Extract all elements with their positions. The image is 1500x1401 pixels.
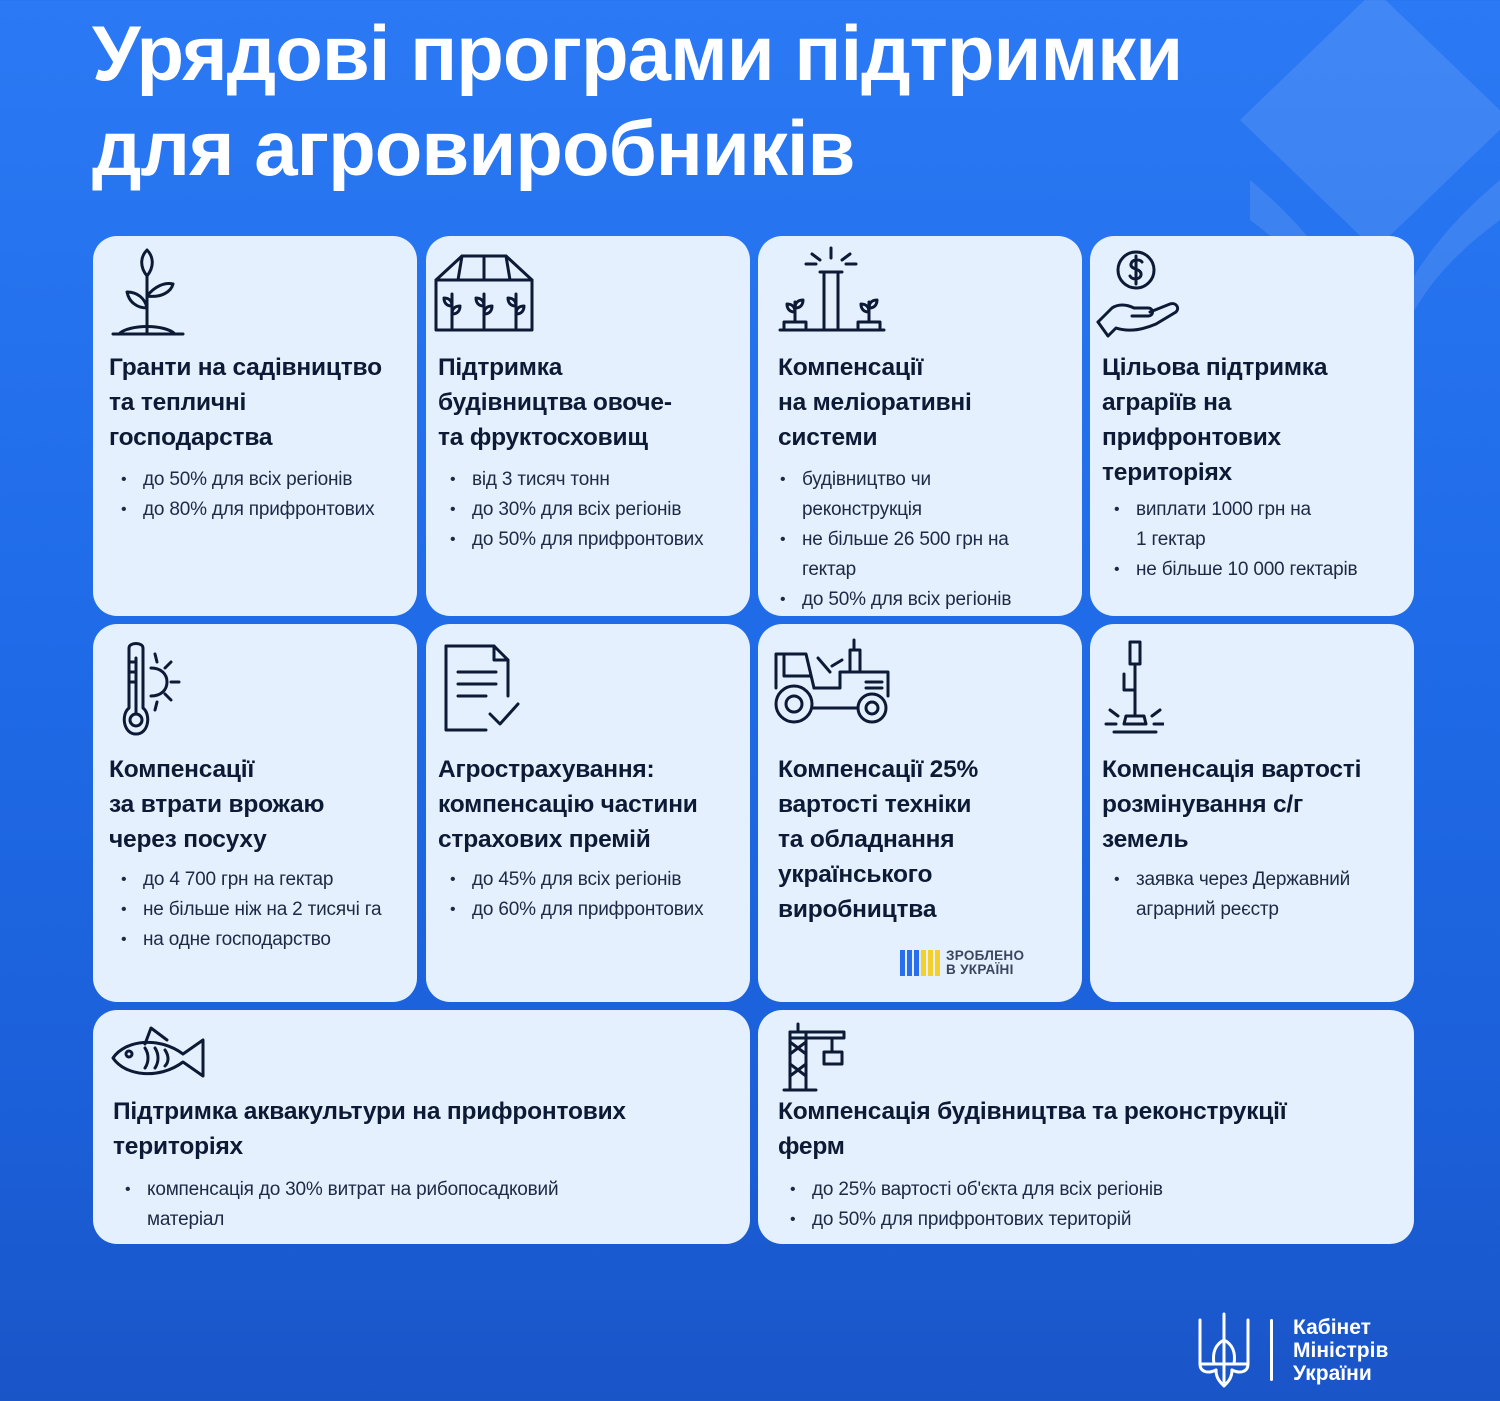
list-item: • заявка через Державний аграрний реєстр [1114, 865, 1384, 925]
list-item: • компенсація до 30% витрат на рибопосадковий матеріал [125, 1175, 625, 1235]
hand-money-icon [1094, 246, 1184, 338]
list-item: • до 50% для прифронтових [450, 525, 744, 555]
document-check-icon [442, 642, 522, 734]
fish-icon [109, 1024, 209, 1084]
construction-crane-icon [776, 1020, 848, 1092]
irrigation-icon [776, 246, 888, 334]
list-item: • не більше ніж на 2 тисячі га [121, 895, 411, 925]
card-list [450, 865, 744, 925]
card-title: Підтримка будівництва овоче- та фруктосховищ [438, 354, 672, 451]
card-title: Компенсації на меліоративні системи [778, 354, 972, 451]
card-ukrainian-machinery [758, 624, 1082, 1002]
card-list [790, 1175, 1408, 1235]
list-item: • до 25% вартості об'єкта для всіх регіонів [790, 1175, 1408, 1205]
list-item: • від 3 тисяч тонн [450, 465, 744, 495]
cabinet-of-ministers-logo [1196, 1310, 1388, 1390]
card-title: Гранти на садівництво та тепличні господарства [109, 354, 382, 451]
card-title: Компенсація будівництва та реконструкції ферм [778, 1098, 1287, 1160]
card-title: Цільова підтримка аграріїв на прифронтових територіях [1102, 354, 1328, 486]
page-title [92, 6, 1182, 196]
trident-icon [1196, 1310, 1252, 1390]
page-title-line-1: Урядові програми підтримки [92, 9, 1183, 97]
card-title: Агрострахування: компенсацію частини страхових премій [438, 756, 698, 853]
card-title: Компенсації за втрати врожаю через посуху [109, 756, 325, 853]
card-demining-compensation [1090, 624, 1414, 1002]
made-in-ukraine-line-1: ЗРОБЛЕНО [946, 948, 1025, 963]
thermometer-sun-icon [117, 638, 189, 738]
made-in-ukraine-line-2: В УКРАЇНІ [946, 962, 1014, 977]
list-item: • до 50% для всіх регіонів [780, 585, 1042, 615]
list-item: • будівництво чи реконструкція [780, 465, 1042, 525]
card-drought-compensation [93, 624, 417, 1002]
page-title-line-2: для агровиробників [92, 104, 855, 192]
made-in-ukraine-badge [900, 949, 1024, 977]
card-storage-construction [426, 236, 750, 616]
card-farm-construction [758, 1010, 1414, 1244]
made-in-ukraine-flag-bars [900, 950, 940, 976]
list-item: • до 45% для всіх регіонів [450, 865, 744, 895]
card-melioration-compensation [758, 236, 1082, 616]
plant-sprout-icon [109, 246, 189, 336]
card-agroinsurance [426, 624, 750, 1002]
tractor-icon [770, 636, 894, 728]
card-title: Компенсації 25% вартості техніки та обладнання українського виробництва [778, 756, 979, 923]
card-title: Підтримка аквакультури на прифронтових територіях [113, 1098, 626, 1160]
list-item: • до 50% для всіх регіонів [121, 465, 411, 495]
card-gardening-grants [93, 236, 417, 616]
list-item: • не більше 10 000 гектарів [1114, 555, 1314, 585]
mine-detector-icon [1100, 638, 1164, 734]
list-item: • до 60% для прифронтових [450, 895, 744, 925]
card-frontline-support [1090, 236, 1414, 616]
card-list [450, 465, 744, 555]
list-item: • не більше 26 500 грн на гектар [780, 525, 1042, 585]
card-list [780, 465, 1042, 615]
card-list [121, 865, 411, 955]
list-item: • на одне господарство [121, 925, 411, 955]
list-item: • до 80% для прифронтових [121, 495, 411, 525]
card-list [1114, 865, 1384, 925]
card-title: Компенсація вартості розмінування с/г земель [1102, 756, 1362, 853]
greenhouse-icon [432, 250, 536, 334]
card-aquaculture-support [93, 1010, 750, 1244]
list-item: • виплати 1000 грн на 1 гектар [1114, 495, 1314, 555]
card-list [125, 1175, 625, 1235]
list-item: • до 4 700 грн на гектар [121, 865, 411, 895]
list-item: • до 50% для прифронтових територій [790, 1205, 1408, 1235]
logo-divider [1270, 1319, 1273, 1381]
list-item: • до 30% для всіх регіонів [450, 495, 744, 525]
organization-name: Кабінет Міністрів України [1293, 1315, 1389, 1385]
card-list [121, 465, 411, 525]
card-list [1114, 495, 1358, 585]
